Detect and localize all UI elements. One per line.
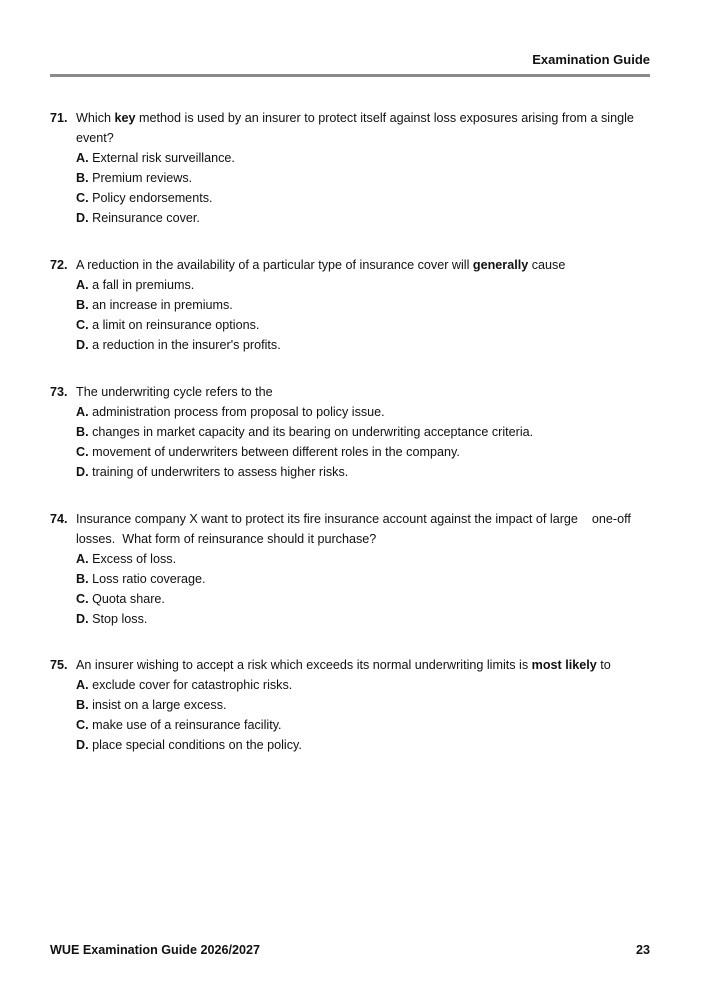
question-number: 72.: [50, 258, 68, 272]
option-letter: A.: [76, 278, 89, 292]
stem-text: The underwriting cycle refers to the: [76, 385, 273, 399]
option-text: Quota share.: [88, 592, 165, 606]
header-title: Examination Guide: [532, 52, 650, 67]
stem-text: Insurance company X want to protect its fire insurance account against the impact of large one-off losses. What form of reinsurance should it purchase?: [76, 512, 635, 546]
option-letter: B.: [76, 425, 89, 439]
option-text: exclude cover for catastrophic risks.: [88, 678, 293, 692]
question-75: [50, 655, 650, 755]
question-number: 71.: [50, 111, 68, 125]
option-text: Stop loss.: [88, 612, 148, 626]
option-b: [76, 422, 650, 442]
option-text: make use of a reinsurance facility.: [88, 718, 282, 732]
question-stem: [76, 382, 650, 402]
option-text: Policy endorsements.: [88, 191, 213, 205]
option-text: a limit on reinsurance options.: [88, 318, 260, 332]
header-divider: [50, 74, 650, 77]
question-stem: [76, 108, 650, 148]
option-d: [76, 735, 650, 755]
option-text: administration process from proposal to policy issue.: [88, 405, 385, 419]
option-c: [76, 442, 650, 462]
option-letter: D.: [76, 338, 89, 352]
stem-emphasis: key: [114, 111, 136, 125]
option-b: [76, 695, 650, 715]
option-letter: D.: [76, 738, 89, 752]
option-letter: D.: [76, 211, 89, 225]
option-text: Reinsurance cover.: [88, 211, 200, 225]
option-a: [76, 275, 650, 295]
option-c: [76, 315, 650, 335]
stem-emphasis: generally: [472, 258, 529, 272]
option-c: [76, 589, 650, 609]
footer-title: WUE Examination Guide 2026/2027: [50, 943, 260, 957]
option-letter: A.: [76, 678, 89, 692]
question-number: 73.: [50, 385, 68, 399]
option-text: External risk surveillance.: [88, 151, 235, 165]
option-text: place special conditions on the policy.: [88, 738, 302, 752]
option-letter: D.: [76, 465, 89, 479]
question-74: [50, 509, 650, 629]
option-d: [76, 609, 650, 629]
page-number: 23: [635, 943, 650, 957]
option-letter: B.: [76, 698, 89, 712]
stem-text: to: [596, 658, 611, 672]
option-letter: C.: [76, 445, 89, 459]
question-stem: [76, 655, 650, 675]
option-a: [76, 549, 650, 569]
option-letter: B.: [76, 572, 89, 586]
option-d: [76, 208, 650, 228]
option-a: [76, 402, 650, 422]
option-letter: B.: [76, 298, 89, 312]
option-text: Premium reviews.: [88, 171, 193, 185]
question-71: [50, 108, 650, 228]
question-number: 74.: [50, 512, 68, 526]
option-d: [76, 335, 650, 355]
stem-text: method is used by an insurer to protect itself against loss exposures arising from a single event?: [76, 111, 634, 145]
option-c: [76, 188, 650, 208]
question-stem: [76, 255, 650, 275]
stem-text: Which: [76, 111, 115, 125]
option-b: [76, 569, 650, 589]
stem-text: A reduction in the availability of a particular type of insurance cover will: [76, 258, 473, 272]
option-text: Loss ratio coverage.: [88, 572, 206, 586]
stem-emphasis: most likely: [531, 658, 597, 672]
option-c: [76, 715, 650, 735]
option-b: [76, 168, 650, 188]
option-a: [76, 148, 650, 168]
question-72: [50, 255, 650, 355]
stem-text: cause: [528, 258, 566, 272]
option-a: [76, 675, 650, 695]
option-letter: B.: [76, 171, 89, 185]
option-letter: A.: [76, 552, 89, 566]
option-text: changes in market capacity and its bearing on underwriting acceptance criteria.: [88, 425, 534, 439]
option-text: an increase in premiums.: [88, 298, 233, 312]
option-b: [76, 295, 650, 315]
option-letter: C.: [76, 592, 89, 606]
option-text: a reduction in the insurer's profits.: [88, 338, 281, 352]
option-text: training of underwriters to assess higher risks.: [88, 465, 349, 479]
option-d: [76, 462, 650, 482]
question-number: 75.: [50, 658, 68, 672]
option-letter: A.: [76, 151, 89, 165]
question-73: [50, 382, 650, 482]
option-letter: A.: [76, 405, 89, 419]
option-text: Excess of loss.: [88, 552, 177, 566]
option-letter: C.: [76, 318, 89, 332]
stem-text: An insurer wishing to accept a risk which exceeds its normal underwriting limits is: [76, 658, 532, 672]
option-letter: D.: [76, 612, 89, 626]
option-text: movement of underwriters between different roles in the company.: [88, 445, 460, 459]
question-stem: [76, 509, 650, 549]
option-letter: C.: [76, 718, 89, 732]
option-text: a fall in premiums.: [88, 278, 195, 292]
option-text: insist on a large excess.: [88, 698, 227, 712]
option-letter: C.: [76, 191, 89, 205]
